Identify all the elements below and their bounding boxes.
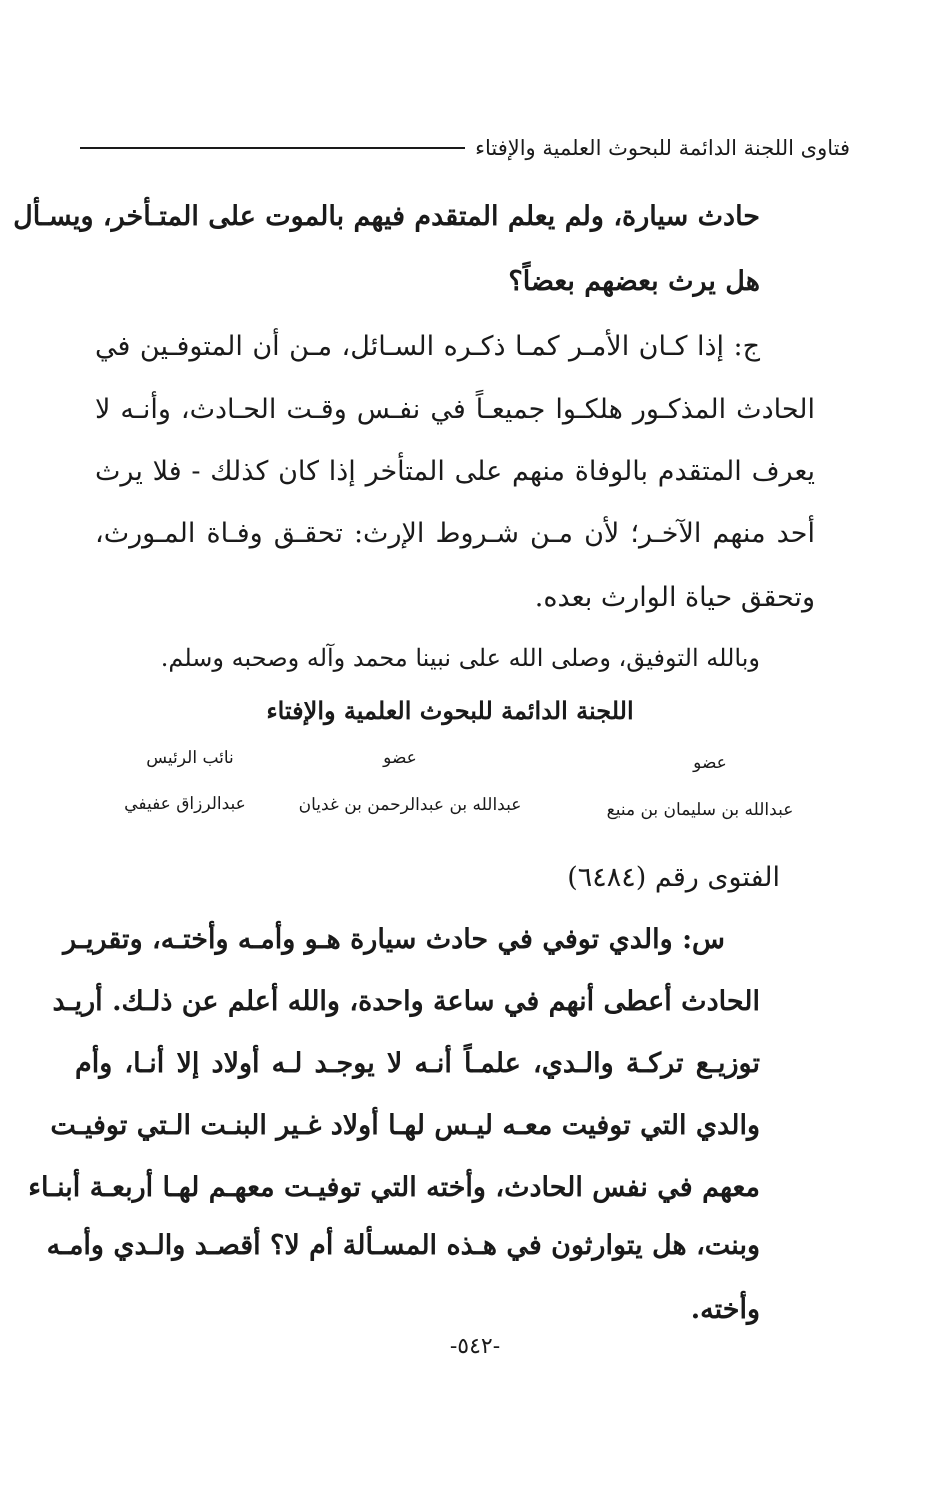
- question-line-3: توزيـع تركـة والـدي، علمـاً أنـه لا يوجـد لـه أولاد إلا أنـا، وأم: [75, 1048, 760, 1079]
- answer-closing: وبالله التوفيق، وصلى الله على نبينا محمد وآله وصحبه وسلم.: [160, 644, 760, 672]
- member-3-name: عبدالرزاق عفيفي: [124, 794, 246, 814]
- committee-title: اللجنة الدائمة للبحوث العلمية والإفتاء: [266, 696, 634, 725]
- question-prev-line-1: حادث سيارة، ولم يعلم المتقدم فيهم بالموت على المتـأخر، ويسـأل: [13, 201, 760, 232]
- member-3-role: نائب الرئيس: [146, 748, 234, 768]
- answer-line-5: وتحقق حياة الوارث بعده.: [534, 582, 815, 613]
- running-header: [80, 128, 850, 168]
- answer-line-3: يعرف المتقدم بالوفاة منهم على المتأخر إذا كان كذلك - فلا يرث: [95, 456, 815, 487]
- answer-line-4: أحد منهم الآخـر؛ لأن مـن شـروط الإرث: تحقـق وفـاة المـورث،: [95, 518, 815, 549]
- question-line-5: معهم في نفس الحادث، وأخته التي توفيـت معهـم لهـا أربعـة أبنـاء: [28, 1172, 760, 1203]
- question-prev-line-2: هل يرث بعضهم بعضاً؟: [508, 266, 760, 297]
- question-line-1: س: والدي توفي في حادث سيارة هـو وأمـه وأختـه، وتقريـر: [63, 924, 725, 955]
- answer-line-1: ج: إذا كـان الأمـر كمـا ذكـره السـائل، مـن أن المتوفـين في: [95, 331, 760, 362]
- running-title: فتاوى اللجنة الدائمة للبحوث العلمية والإفتاء: [475, 136, 850, 160]
- member-1-role: عضو: [693, 753, 727, 773]
- question-line-7: وأخته.: [690, 1294, 760, 1325]
- question-line-6: وبنت، هل يتوارثون في هـذه المسـألة أم لا؟ أقصـد والـدي وأمـه: [46, 1230, 760, 1261]
- fatwa-number: الفتوى رقم (٦٤٨٤): [567, 862, 780, 893]
- header-rule: [80, 147, 465, 149]
- member-2-role: عضو: [383, 748, 417, 768]
- page-number: -٥٤٢-: [449, 1334, 501, 1359]
- member-1-name: عبدالله بن سليمان بن منيع: [606, 800, 794, 820]
- answer-line-2: الحادث المذكـور هلكـوا جميعـاً في نفـس وقـت الحـادث، وأنـه لا: [95, 394, 815, 425]
- question-line-2: الحادث أعطى أنهم في ساعة واحدة، والله أعلم عن ذلـك. أريـد: [52, 986, 760, 1017]
- member-2-name: عبدالله بن عبدالرحمن بن غديان: [298, 795, 522, 815]
- question-line-4: والدي التي توفيت معـه ليـس لهـا أولاد غـير البنـت الـتي توفيـت: [50, 1110, 760, 1141]
